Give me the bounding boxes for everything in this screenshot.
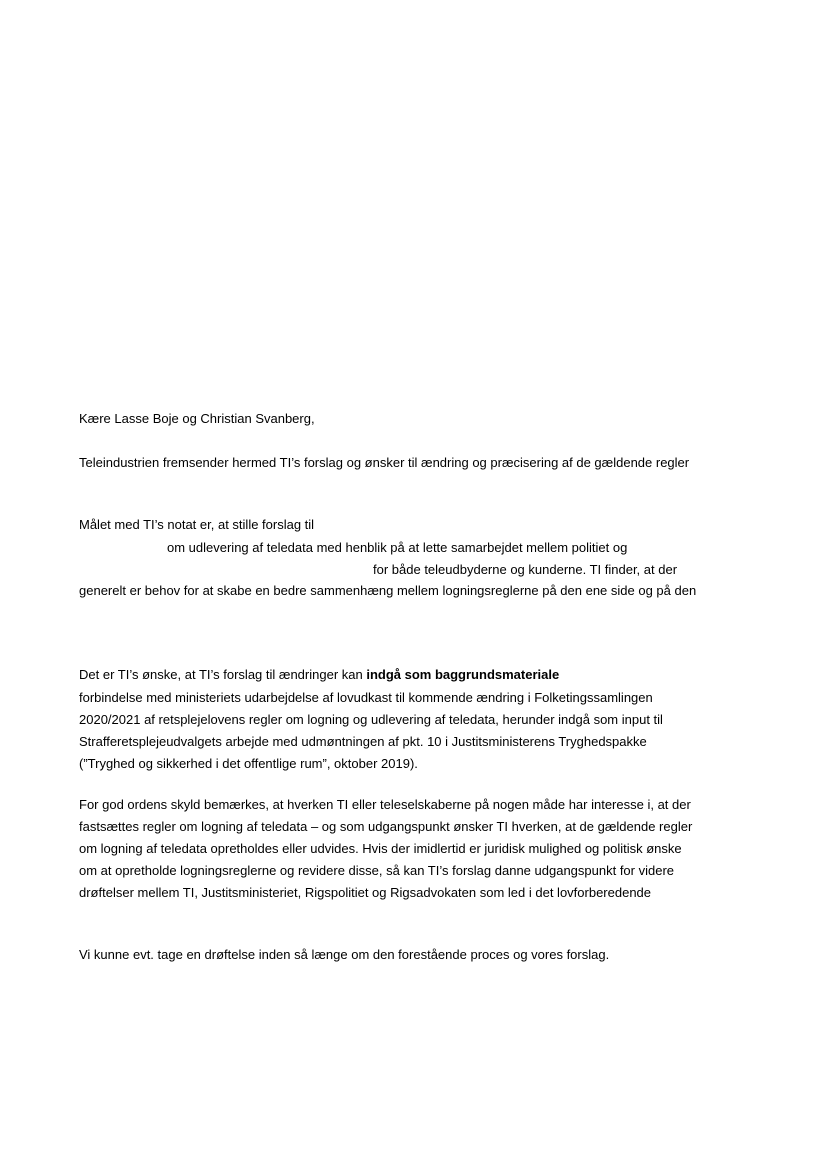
order-line-1: For god ordens skyld bemærkes, at hverken TI eller teleselskaberne på nogen måde har interesse i, at der [79, 797, 691, 812]
salutation: Kære Lasse Boje og Christian Svanberg, [79, 411, 315, 426]
wish-line-4: Strafferetsplejeudvalgets arbejde med udmøntningen af pkt. 10 i Justitsministerens Tryghedspakke [79, 734, 647, 749]
order-line-4: om at opretholde logningsreglerne og revidere disse, så kan TI’s forslag danne udgangspunkt for videre [79, 863, 675, 878]
wish-line-1 [79, 667, 559, 683]
purpose-line-2: om udlevering af teledata med henblik på at lette samarbejdet mellem politiet og [167, 540, 628, 555]
order-line-3: om logning af teledata opretholdes eller udvides. Hvis der imidlertid er juridisk mulighed og politisk ønske [79, 841, 682, 856]
purpose-line-4: generelt er behov for at skabe en bedre sammenhæng mellem logningsreglerne på den ene side og på den [79, 583, 697, 598]
wish-line-1-bold: indgå som baggrundsmateriale [366, 667, 560, 682]
wish-line-5: (”Tryghed og sikkerhed i det offentlige rum”, oktober 2019). [79, 756, 418, 771]
wish-line-1-text: Det er TI’s ønske, at TI’s forslag til ændringer kan [79, 667, 367, 682]
order-line-5: drøftelser mellem TI, Justitsministeriet, Rigspolitiet og Rigsadvokaten som led i det lovforberedende [79, 885, 652, 900]
wish-line-3: 2020/2021 af retsplejelovens regler om logning og udlevering af teledata, herunder indgå som input til [79, 712, 663, 727]
closing-paragraph: Vi kunne evt. tage en drøftelse inden så længe om den forestående proces og vores forslag. [79, 947, 610, 962]
intro-paragraph: Teleindustrien fremsender hermed TI’s forslag og ønsker til ændring og præcisering af de gældende regler [79, 455, 690, 470]
wish-line-2: forbindelse med ministeriets udarbejdelse af lovudkast til kommende ændring i Folketingssamlingen [79, 690, 653, 705]
purpose-line-1: Målet med TI’s notat er, at stille forslag til [79, 517, 315, 532]
purpose-line-3: for både teleudbyderne og kunderne. TI finder, at der [373, 562, 678, 577]
order-line-2: fastsættes regler om logning af teledata – og som udgangspunkt ønsker TI hverken, at de gældende regler [79, 819, 693, 834]
